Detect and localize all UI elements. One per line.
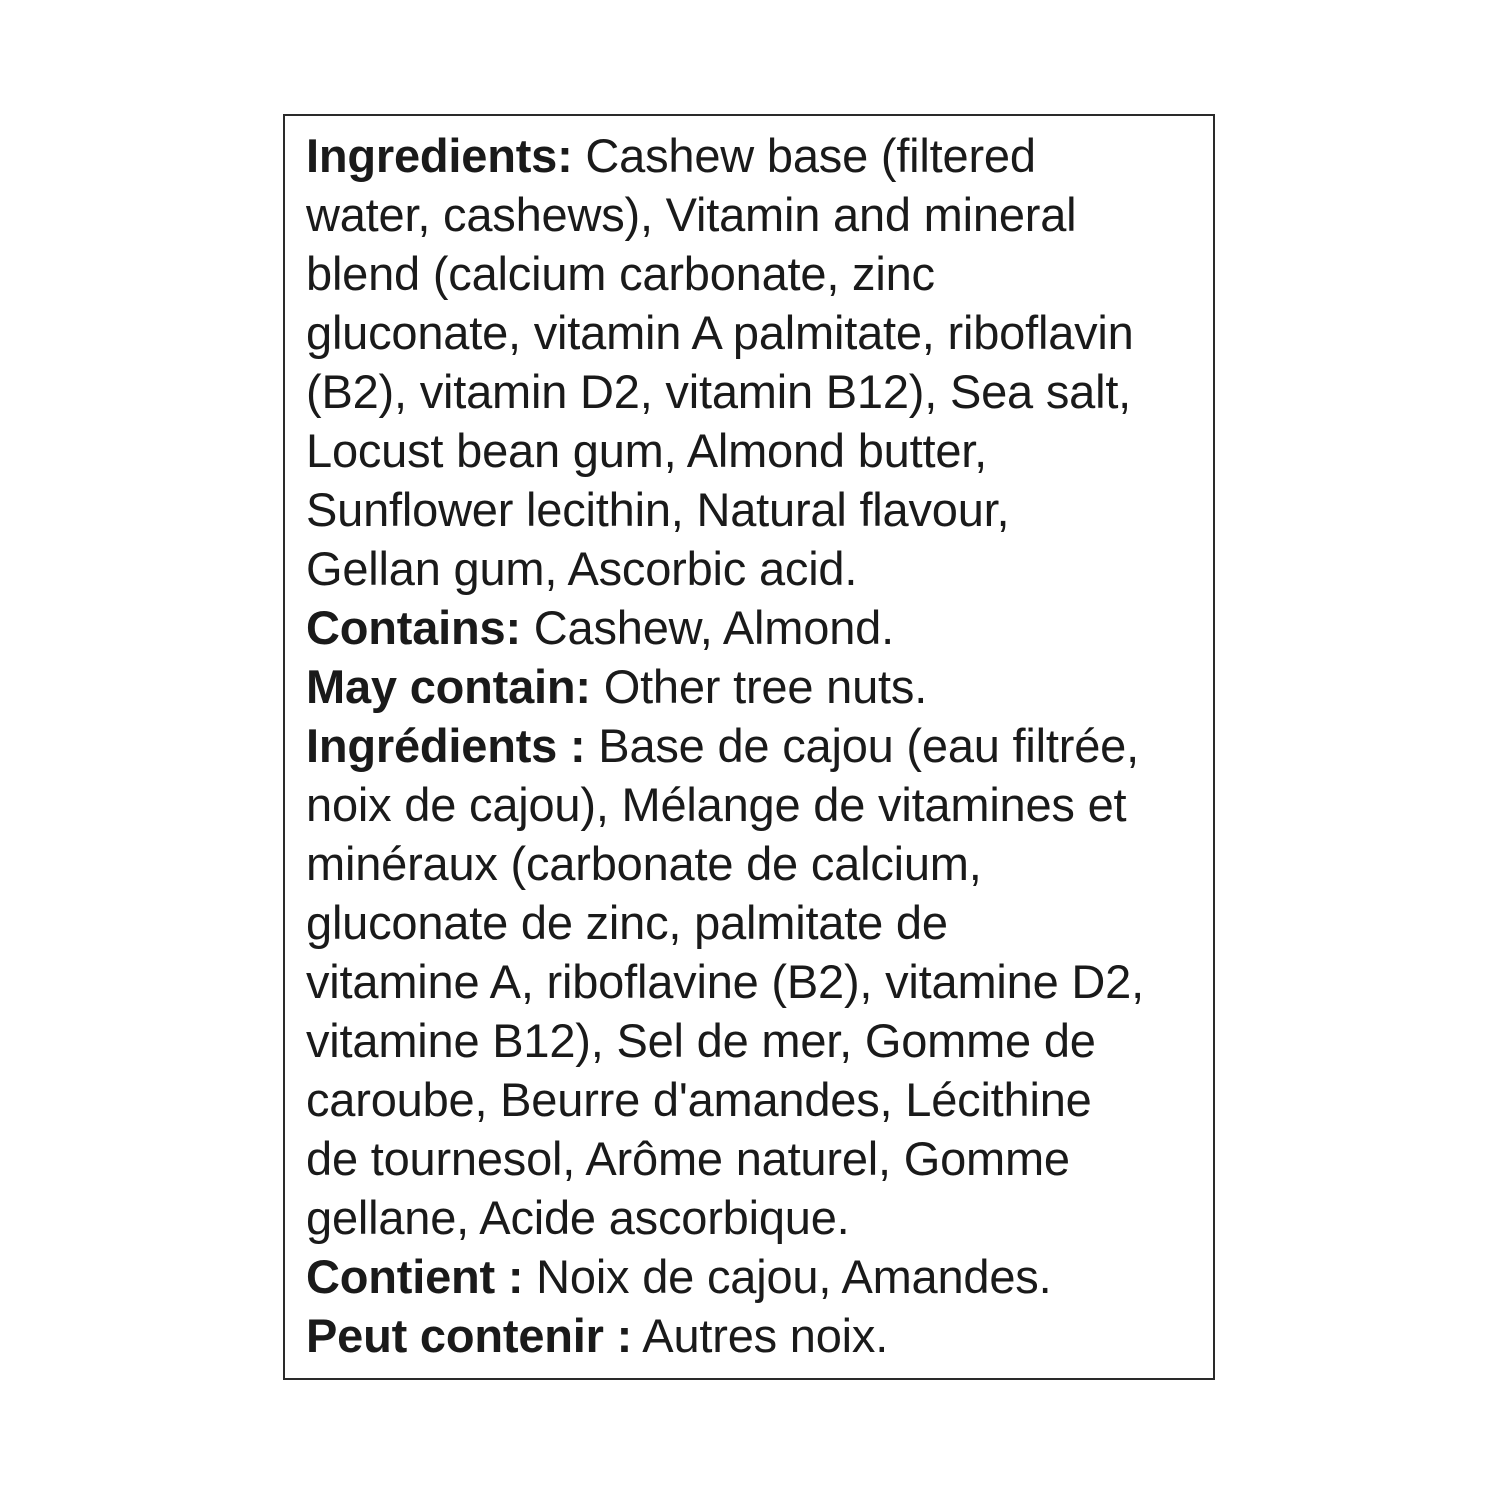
label-line — [306, 952, 1206, 1011]
line-text: blend (calcium carbonate, zinc — [306, 247, 935, 300]
label-line — [306, 126, 1206, 185]
label-line — [306, 480, 1206, 539]
line-text: noix de cajou), Mélange de vitamines et — [306, 778, 1127, 831]
ingredients-text-block — [306, 126, 1206, 1365]
line-text: Sunflower lecithin, Natural flavour, — [306, 483, 1010, 536]
label-line — [306, 1011, 1206, 1070]
line-text: Noix de cajou, Amandes. — [523, 1250, 1052, 1303]
section-heading: Contains: — [306, 601, 521, 654]
line-text: de tournesol, Arôme naturel, Gomme — [306, 1132, 1070, 1185]
line-text: vitamine A, riboflavine (B2), vitamine D2, — [306, 955, 1144, 1008]
line-text: vitamine B12), Sel de mer, Gomme de — [306, 1014, 1096, 1067]
section-heading: May contain: — [306, 660, 591, 713]
section-heading: Ingredients: — [306, 129, 573, 182]
label-line — [306, 1070, 1206, 1129]
label-line — [306, 362, 1206, 421]
line-text: Cashew, Almond. — [520, 601, 894, 654]
line-text: gellane, Acide ascorbique. — [306, 1191, 850, 1244]
label-line — [306, 185, 1206, 244]
section-heading: Contient : — [306, 1250, 524, 1303]
label-line — [306, 1188, 1206, 1247]
line-text: gluconate de zinc, palmitate de — [306, 896, 948, 949]
section-heading: Peut contenir : — [306, 1309, 633, 1362]
label-line — [306, 244, 1206, 303]
line-text: Locust bean gum, Almond butter, — [306, 424, 987, 477]
label-line — [306, 657, 1206, 716]
label-line — [306, 539, 1206, 598]
label-line — [306, 1129, 1206, 1188]
label-line — [306, 834, 1206, 893]
line-text: Other tree nuts. — [590, 660, 928, 713]
line-text: (B2), vitamin D2, vitamin B12), Sea salt, — [306, 365, 1132, 418]
label-line — [306, 893, 1206, 952]
label-line — [306, 303, 1206, 362]
label-line — [306, 1306, 1206, 1365]
label-line — [306, 598, 1206, 657]
line-text: water, cashews), Vitamin and mineral — [306, 188, 1077, 241]
label-line — [306, 1247, 1206, 1306]
line-text: gluconate, vitamin A palmitate, riboflavin — [306, 306, 1134, 359]
line-text: Autres noix. — [632, 1309, 889, 1362]
label-line — [306, 775, 1206, 834]
label-line — [306, 716, 1206, 775]
line-text: Base de cajou (eau filtrée, — [585, 719, 1139, 772]
line-text: Gellan gum, Ascorbic acid. — [306, 542, 858, 595]
line-text: minéraux (carbonate de calcium, — [306, 837, 982, 890]
line-text: Cashew base (filtered — [572, 129, 1036, 182]
section-heading: Ingrédients : — [306, 719, 586, 772]
label-line — [306, 421, 1206, 480]
line-text: caroube, Beurre d'amandes, Lécithine — [306, 1073, 1092, 1126]
